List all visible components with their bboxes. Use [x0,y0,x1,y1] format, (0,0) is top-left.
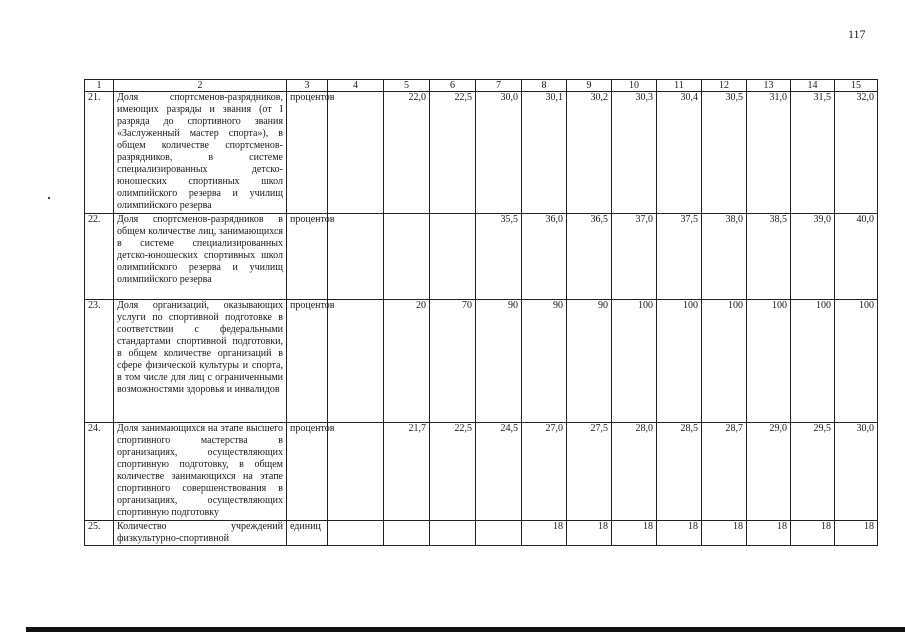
value-cell: 90 [522,300,567,423]
value-cell: 35,5 [476,214,522,300]
value-cell: 36,5 [567,214,612,300]
value-cell: 38,5 [747,214,791,300]
column-header-7: 7 [476,80,522,92]
value-cell: 30,0 [835,423,878,521]
value-cell: 21,7 [384,423,430,521]
table-row [85,92,878,214]
column-header-4: 4 [328,80,384,92]
value-cell [328,214,384,300]
value-cell: 24,5 [476,423,522,521]
row-number: 23. [85,300,114,423]
column-header-2: 2 [114,80,287,92]
column-header-14: 14 [791,80,835,92]
row-number: 21. [85,92,114,214]
value-cell [430,214,476,300]
value-cell: 70 [430,300,476,423]
value-cell: 90 [567,300,612,423]
table-row [85,300,878,423]
value-cell: 100 [657,300,702,423]
indicator-description: Доля организаций, оказывающих услуги по спортивной подготовке в соответствии с федеральными стандартами спортивной подготовки, в общем количестве организаций в сфере физической культуры и спорта, в том числе для лиц с ограниченными возможностями здоровья и инвалидов [114,300,287,423]
value-cell: 100 [612,300,657,423]
column-header-3: 3 [287,80,328,92]
value-cell: 30,5 [702,92,747,214]
unit-of-measure: процентов [287,92,328,214]
unit-of-measure: единиц [287,521,328,546]
value-cell [430,521,476,546]
value-cell: 90 [476,300,522,423]
value-cell [476,521,522,546]
value-cell: 18 [657,521,702,546]
value-cell: 31,5 [791,92,835,214]
row-number: 22. [85,214,114,300]
value-cell: 28,7 [702,423,747,521]
value-cell [328,521,384,546]
row-number: 24. [85,423,114,521]
value-cell: 30,3 [612,92,657,214]
value-cell: 37,0 [612,214,657,300]
column-header-12: 12 [702,80,747,92]
value-cell: 18 [612,521,657,546]
value-cell: 30,2 [567,92,612,214]
value-cell [328,300,384,423]
column-header-15: 15 [835,80,878,92]
indicator-description: Количество учреждений физкультурно-спортивной [114,521,287,546]
value-cell: 30,4 [657,92,702,214]
table-row [85,214,878,300]
value-cell: 100 [702,300,747,423]
value-cell: 22,0 [384,92,430,214]
value-cell: 30,1 [522,92,567,214]
table-row [85,521,878,546]
value-cell: 18 [791,521,835,546]
header-row [85,80,878,92]
column-header-6: 6 [430,80,476,92]
indicators-table [84,79,878,546]
value-cell: 100 [791,300,835,423]
column-header-8: 8 [522,80,567,92]
indicator-description: Доля спортсменов-разрядников в общем количестве лиц, занимающихся в системе специализированных детско-юношеских спортивных школ олимпийского резерва и училищ олимпийского резерва [114,214,287,300]
value-cell: 38,0 [702,214,747,300]
value-cell [328,92,384,214]
value-cell: 100 [747,300,791,423]
value-cell [384,521,430,546]
value-cell: 36,0 [522,214,567,300]
value-cell: 18 [522,521,567,546]
indicator-description: Доля спортсменов-разрядников, имеющих разряды и звания (от I разряда до спортивного звания «Заслуженный мастер спорта»), в общем количестве спортсменов-разрядников, в системе специализированных детско-юношеских спортивных школ олимпийского резерва и училищ олимпийского резерва [114,92,287,214]
value-cell: 18 [747,521,791,546]
row-number: 25. [85,521,114,546]
margin-mark [48,197,50,199]
unit-of-measure: процентов [287,300,328,423]
unit-of-measure: процентов [287,214,328,300]
value-cell [384,214,430,300]
unit-of-measure: процентов [287,423,328,521]
value-cell: 18 [567,521,612,546]
column-header-5: 5 [384,80,430,92]
value-cell: 39,0 [791,214,835,300]
value-cell: 18 [835,521,878,546]
value-cell: 40,0 [835,214,878,300]
column-header-9: 9 [567,80,612,92]
value-cell: 31,0 [747,92,791,214]
table-row [85,423,878,521]
column-header-11: 11 [657,80,702,92]
column-header-1: 1 [85,80,114,92]
value-cell: 32,0 [835,92,878,214]
value-cell: 29,5 [791,423,835,521]
value-cell: 22,5 [430,423,476,521]
value-cell: 28,5 [657,423,702,521]
value-cell: 22,5 [430,92,476,214]
value-cell: 29,0 [747,423,791,521]
column-header-10: 10 [612,80,657,92]
value-cell: 37,5 [657,214,702,300]
value-cell: 27,0 [522,423,567,521]
indicator-description: Доля занимающихся на этапе высшего спортивного мастерства в организациях, осуществляющих спортивную подготовку, в общем количестве занимающихся на этапе спортивного совершенствования в организациях, осуществляющих спортивную подготовку [114,423,287,521]
value-cell: 28,0 [612,423,657,521]
value-cell [328,423,384,521]
value-cell: 27,5 [567,423,612,521]
column-header-13: 13 [747,80,791,92]
value-cell: 30,0 [476,92,522,214]
value-cell: 18 [702,521,747,546]
value-cell: 100 [835,300,878,423]
scan-edge-bar [26,627,905,632]
value-cell: 20 [384,300,430,423]
page-number: 117 [848,27,866,41]
